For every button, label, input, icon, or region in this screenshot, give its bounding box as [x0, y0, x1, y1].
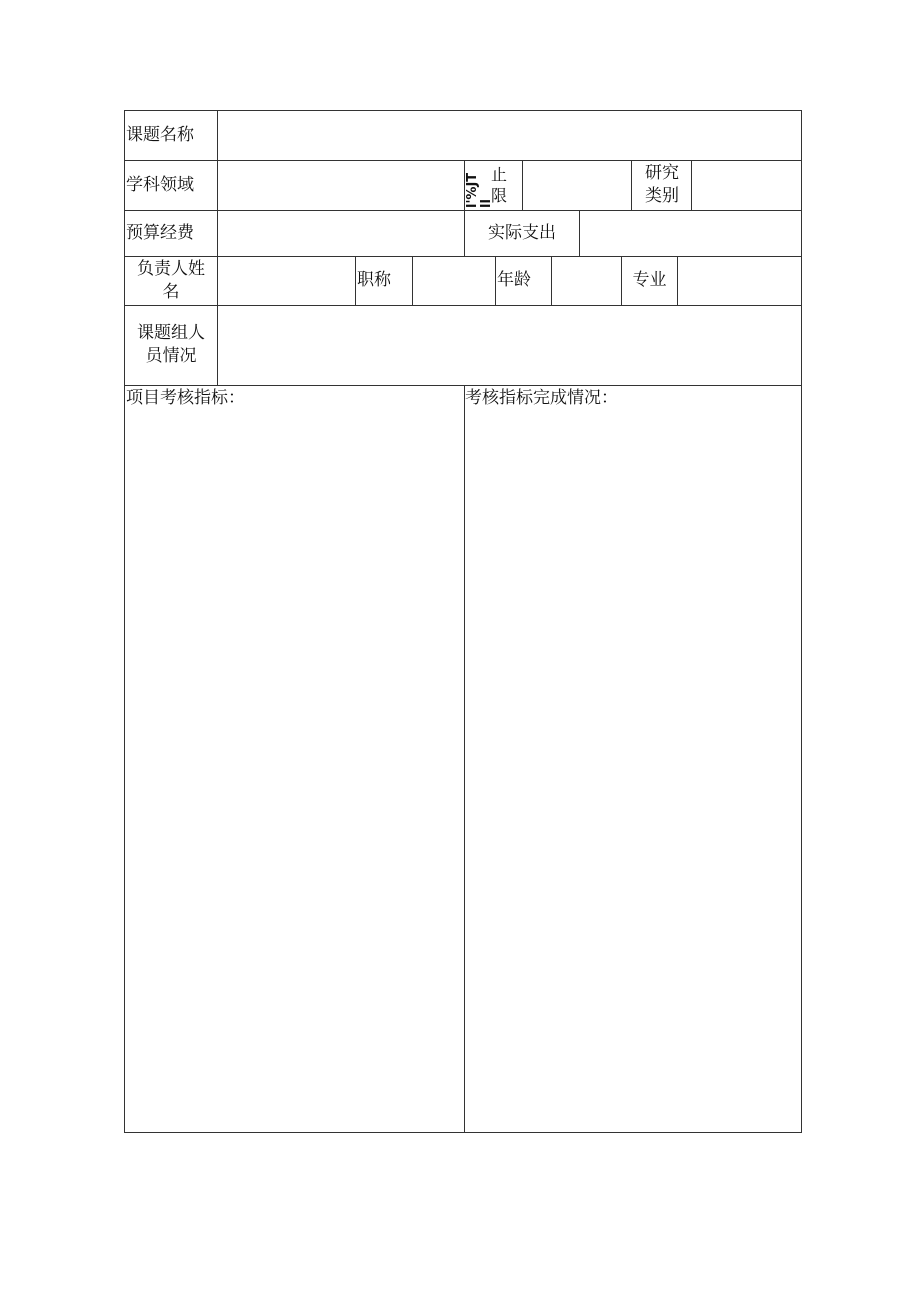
leader-name-label [124, 258, 218, 304]
period-label [491, 164, 507, 206]
actual-spend-label: 实际支出 [488, 223, 556, 243]
completion-label: 考核指标完成情况： [465, 388, 618, 408]
research-type-field[interactable] [691, 160, 802, 211]
period-label-line1: 止 [491, 165, 508, 184]
leader-name-label-line2: 名 [162, 282, 180, 302]
research-type-label [639, 162, 685, 208]
period-label-line2: 限 [491, 186, 508, 205]
age-field[interactable] [551, 256, 622, 306]
discipline-field[interactable] [217, 160, 465, 211]
budget-field[interactable] [217, 210, 465, 257]
team-label-line1: 课题组人 [137, 323, 205, 343]
indicators-label: 项目考核指标： [126, 388, 245, 408]
budget-label: 预算经费 [126, 223, 194, 243]
discipline-label: 学科领域 [126, 175, 194, 195]
title-field[interactable] [412, 256, 496, 306]
research-type-label-line1: 研究 [645, 163, 679, 183]
actual-spend-field[interactable] [579, 210, 802, 257]
leader-name-label-line1: 负责人姓 [137, 259, 205, 279]
team-label [124, 322, 218, 368]
age-label: 年龄 [497, 270, 531, 290]
topic-name-label: 课题名称 [126, 125, 194, 145]
period-glyph: l'%JT ll [465, 172, 494, 208]
major-label: 专业 [632, 270, 667, 290]
research-type-label-line2: 类别 [645, 186, 679, 206]
title-label: 职称 [357, 270, 391, 290]
topic-name-field[interactable] [217, 110, 802, 161]
completion-field[interactable] [464, 385, 802, 1133]
team-label-line2: 员情况 [145, 346, 197, 366]
period-field[interactable] [522, 160, 632, 211]
indicators-field[interactable] [124, 385, 465, 1133]
team-field[interactable] [217, 305, 802, 386]
leader-name-field[interactable] [217, 256, 356, 306]
major-field[interactable] [677, 256, 802, 306]
